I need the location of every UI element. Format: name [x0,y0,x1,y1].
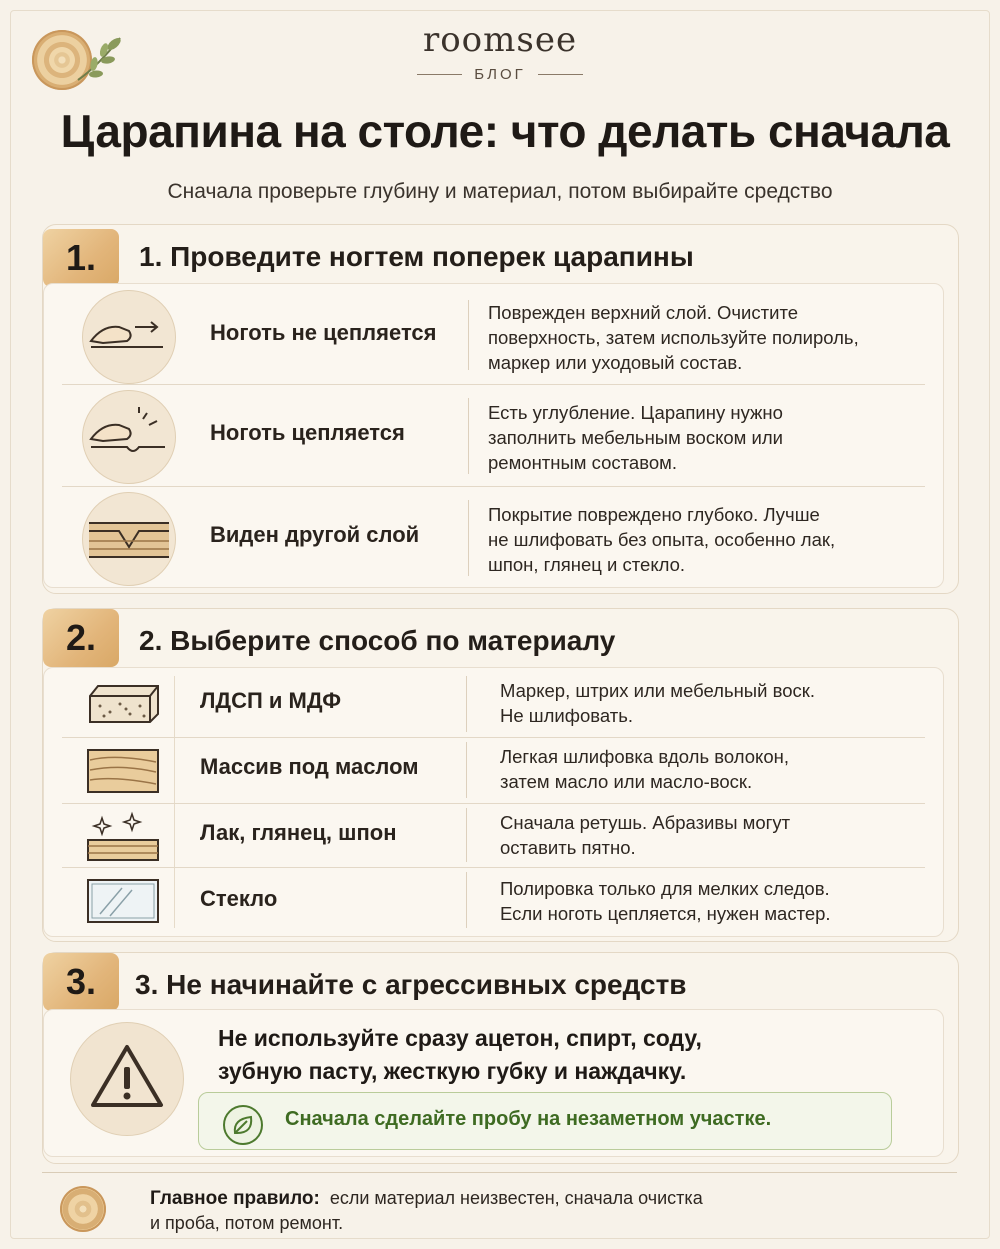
desc-line: Если ноготь цепляется, нужен мастер. [500,903,831,924]
desc-line: шпон, глянец и стекло. [488,554,686,575]
desc-line: Сначала ретушь. Абразивы могут [500,812,791,833]
row-divider [62,384,925,385]
desc-line: Маркер, штрих или мебельный воск. [500,680,815,701]
solid-wood-icon [86,748,160,794]
tip-text: Сначала сделайте пробу на незаметном участке. [285,1108,772,1130]
step-1-title: 1. Проведите ногтем поперек царапины [139,241,694,272]
warning-line: Не используйте сразу ацетон, спирт, соду, [218,1025,702,1051]
step-1-section [42,224,959,594]
warning-text [218,1022,702,1088]
desc-line: Легкая шлифовка вдоль волокон, [500,746,789,767]
desc-line: поверхность, затем используйте полироль, [488,327,859,348]
fingernail-glide-icon [83,291,175,383]
divider [417,74,462,75]
wood-slice-icon [60,1186,106,1232]
step2-row4-label: Стекло [200,886,278,911]
step2-row4-desc [500,876,831,926]
column-divider [466,872,467,928]
row-divider [62,486,925,487]
row-divider [62,737,925,738]
column-divider [468,500,469,576]
step2-row2-desc [500,744,789,794]
step-2-section [42,608,959,942]
desc-line: затем масло или масло-воск. [500,771,753,792]
step-1-panel [43,283,944,588]
step-3-badge: 3. [43,953,119,1011]
warning-circle [70,1022,184,1136]
blog-text: БЛОГ [474,65,526,83]
row-divider [62,867,925,868]
step1-row2-icon-circle [82,390,176,484]
glossy-veneer-icon [86,810,160,862]
step2-row1-label: ЛДСП и МДФ [200,688,342,713]
rule-text-cont: и проба, потом ремонт. [150,1213,344,1233]
rule-label: Главное правило: [150,1188,320,1209]
step1-row2-desc [488,400,783,475]
column-divider [466,808,467,862]
page-subtitle: Сначала проверьте глубину и материал, потом выбирайте средство [167,180,833,203]
desc-line: не шлифовать без опыта, особенно лак, [488,529,836,550]
desc-line: оставить пятно. [500,837,636,858]
warning-line: зубную пасту, жесткую губку и наждачку. [218,1058,687,1084]
desc-line: Не шлифовать. [500,705,634,726]
chipboard-icon [86,684,160,724]
footer-divider [42,1172,957,1173]
fingernail-catch-icon [83,391,175,483]
step1-row1-label: Ноготь не цепляется [210,320,437,345]
step2-row2-label: Массив под маслом [200,754,419,779]
step1-row3-label: Виден другой слой [210,522,420,547]
step-2-panel [43,667,944,937]
step1-row1-desc [488,300,859,375]
column-divider [466,676,467,732]
desc-line: Есть углубление. Царапину нужно [488,402,783,423]
brand-name[interactable]: roomsee [422,20,578,60]
step-1-badge: 1. [43,229,119,287]
desc-line: заполнить мебельным воском или [488,427,784,448]
row-divider [62,803,925,804]
column-divider [466,742,467,798]
step1-row2-label: Ноготь цепляется [210,420,405,445]
desc-line: ремонтным составом. [488,452,677,473]
warning-triangle-icon [71,1023,183,1135]
page-title: Царапина на столе: что делать сначала [60,105,950,157]
desc-line: Покрытие повреждено глубоко. Лучше [488,504,820,525]
column-divider [468,398,469,474]
step-3-section [42,952,959,1164]
layer-cut-icon [83,493,175,585]
divider [538,74,583,75]
step-3-title: 3. Не начинайте с агрессивных средств [135,969,687,1000]
step1-row1-icon-circle [82,290,176,384]
step-2-badge: 2. [43,609,119,667]
step-2-title: 2. Выберите способ по материалу [139,625,616,656]
blog-label [410,64,590,84]
column-divider [174,676,175,928]
glass-icon [86,878,160,924]
step1-row3-icon-circle [82,492,176,586]
main-rule [150,1186,850,1236]
column-divider [468,300,469,370]
step-3-panel [43,1009,944,1157]
tip-box [198,1092,892,1150]
desc-line: Поврежден верхний слой. Очистите [488,302,798,323]
desc-line: Полировка только для мелких следов. [500,878,830,899]
step2-row3-desc [500,810,790,860]
rule-text: если материал неизвестен, сначала очистка [329,1188,703,1208]
step2-row1-desc [500,678,815,728]
step1-row3-desc [488,502,835,577]
leaf-icon [223,1105,263,1145]
desc-line: маркер или уходовый состав. [488,352,743,373]
step2-row3-label: Лак, глянец, шпон [200,820,397,845]
